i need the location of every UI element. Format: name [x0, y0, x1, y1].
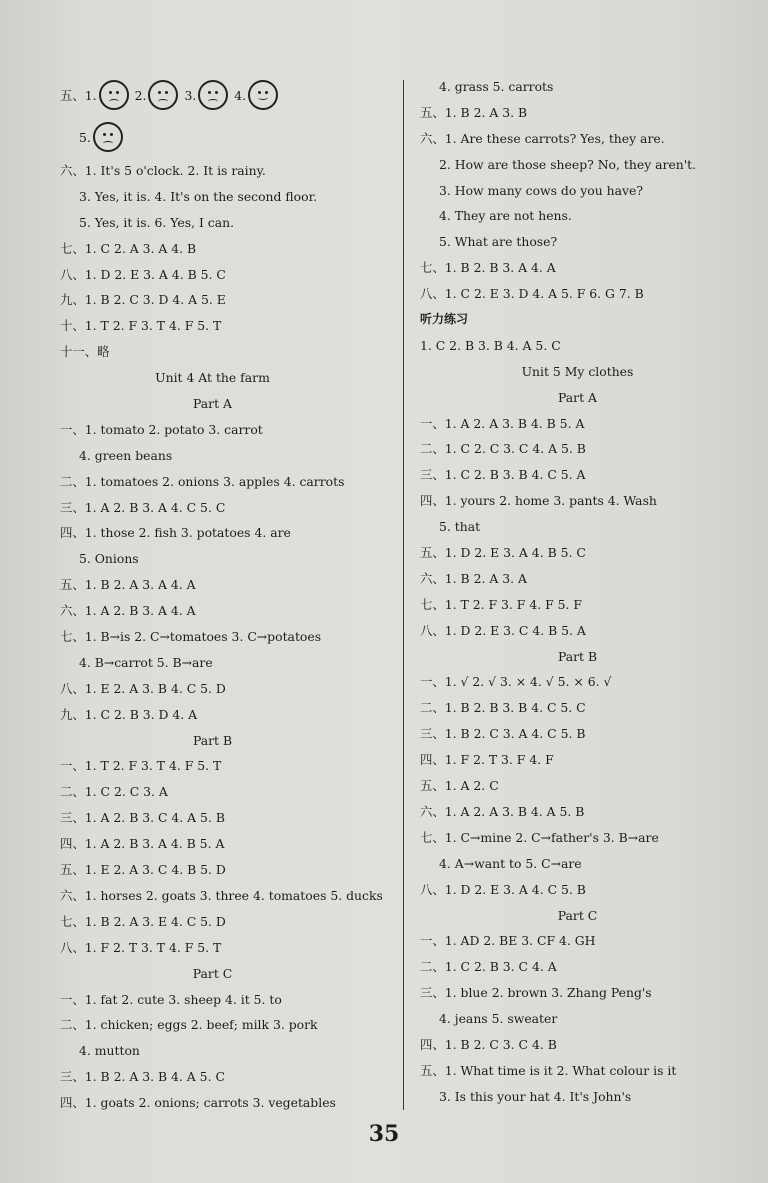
answer-line: 3. Yes, it is. 4. It's on the second floor.	[79, 188, 318, 204]
answer-line: 1. C 2. B 3. B 4. A 5. C	[420, 337, 561, 353]
answer-line: Part C	[192, 965, 233, 981]
answer-line: 十一、略	[60, 344, 110, 360]
answer-line: 七、1. B 2. A 3. E 4. C 5. D	[60, 913, 226, 929]
answer-line: 五、1. D 2. E 3. A 4. B 5. C	[420, 545, 586, 561]
answer-line: 七、1. B→is 2. C→tomatoes 3. C→potatoes	[60, 629, 322, 645]
faces-row-1	[60, 74, 395, 116]
answer-line: Part B	[192, 732, 233, 748]
answer-line: 4. They are not hens.	[439, 208, 572, 224]
answer-line: 三、1. A 2. B 3. C 4. A 5. B	[60, 810, 225, 826]
face-answer	[184, 80, 228, 110]
answer-line: 七、1. C 2. A 3. A 4. B	[60, 240, 197, 256]
answer-line: 三、1. B 2. A 3. B 4. A 5. C	[60, 1069, 225, 1085]
face-answer-label: 2.	[134, 87, 147, 103]
answer-line: 六、1. A 2. A 3. B 4. A 5. B	[420, 803, 585, 819]
answer-line: 一、1. tomato 2. potato 3. carrot	[60, 421, 263, 437]
right-column	[420, 74, 745, 1110]
answer-line: 八、1. D 2. E 3. C 4. B 5. A	[420, 622, 586, 638]
answer-line: 十、1. T 2. F 3. T 4. F 5. T	[60, 318, 222, 334]
answer-line: 二、1. C 2. C 3. C 4. A 5. B	[420, 441, 586, 457]
answer-line: 3. Is this your hat 4. It's John's	[439, 1088, 632, 1104]
face-answer	[60, 80, 129, 110]
answer-line: 八、1. F 2. T 3. T 4. F 5. T	[60, 939, 222, 955]
answer-line: 五、1. E 2. A 3. C 4. B 5. D	[60, 862, 226, 878]
answer-line: 六、1. Are these carrots? Yes, they are.	[420, 130, 665, 146]
answer-line: 六、1. A 2. B 3. A 4. A	[60, 603, 196, 619]
faces-row-2	[60, 116, 395, 158]
answer-line: 四、1. B 2. C 3. C 4. B	[420, 1036, 557, 1052]
answer-line: 七、1. C→mine 2. C→father's 3. B→are	[420, 829, 659, 845]
answer-line: 一、1. T 2. F 3. T 4. F 5. T	[60, 758, 222, 774]
answer-line: Part A	[193, 396, 232, 412]
face-answer-label: 4.	[234, 87, 247, 103]
left-answer-lines	[60, 158, 395, 1116]
answer-line: 三、1. C 2. B 3. B 4. C 5. A	[420, 467, 586, 483]
left-column	[60, 74, 395, 1116]
answer-line: 5. that	[439, 519, 481, 535]
answer-line: 4. B→carrot 5. B→are	[79, 654, 213, 670]
answer-line: 5. What are those?	[439, 234, 558, 250]
answer-line: 九、1. B 2. C 3. D 4. A 5. E	[60, 292, 226, 308]
right-answer-lines	[420, 74, 745, 1110]
answer-line: Unit 5 My clothes	[521, 363, 634, 379]
answer-line: Part C	[557, 907, 598, 923]
answer-line: 八、1. D 2. E 3. A 4. B 5. C	[60, 266, 226, 282]
answer-line: 3. How many cows do you have?	[439, 182, 643, 198]
face-answer	[135, 80, 179, 110]
face-answer-label: 5.	[79, 129, 91, 145]
answer-line: 一、1. A 2. A 3. B 4. B 5. A	[420, 415, 585, 431]
answer-line: Unit 4 At the farm	[155, 370, 270, 386]
column-divider	[403, 80, 404, 1110]
answer-line: 八、1. C 2. E 3. D 4. A 5. F 6. G 7. B	[420, 286, 644, 302]
sad-face-icon	[198, 80, 228, 110]
page-number: 35	[368, 1121, 400, 1147]
answer-line: 5. Onions	[79, 551, 139, 567]
answer-line: 4. grass 5. carrots	[439, 79, 554, 94]
answer-line: 三、1. B 2. C 3. A 4. C 5. B	[420, 726, 586, 742]
face-answer	[234, 80, 278, 110]
answer-line: 听力练习	[420, 312, 469, 327]
answer-line: 六、1. horses 2. goats 3. three 4. tomatoes 5. ducks	[60, 887, 383, 903]
answer-line: 三、1. blue 2. brown 3. Zhang Peng's	[420, 985, 652, 1001]
sad-face-icon	[99, 80, 129, 110]
answer-line: 四、1. yours 2. home 3. pants 4. Wash	[420, 493, 657, 509]
answer-line: 三、1. A 2. B 3. A 4. C 5. C	[60, 499, 226, 515]
sad-face-icon	[93, 122, 123, 152]
answer-line: 八、1. D 2. E 3. A 4. C 5. B	[420, 881, 586, 897]
answer-line: 二、1. chicken; eggs 2. beef; milk 3. pork	[60, 1017, 318, 1033]
face-answer	[79, 122, 123, 152]
answer-line: 4. A→want to 5. C→are	[439, 855, 582, 871]
answer-line: 一、1. AD 2. BE 3. CF 4. GH	[420, 933, 596, 949]
answer-line: 4. jeans 5. sweater	[439, 1011, 558, 1027]
face-answer-label: 五、1.	[60, 88, 97, 103]
answer-line: 七、1. B 2. B 3. A 4. A	[420, 260, 556, 276]
answer-line: 5. Yes, it is. 6. Yes, I can.	[79, 214, 235, 230]
answer-line: 二、1. B 2. B 3. B 4. C 5. C	[420, 700, 586, 716]
answer-line: Part B	[557, 648, 598, 664]
face-answer-label: 3.	[184, 87, 197, 103]
answer-line: 六、1. It's 5 o'clock. 2. It is rainy.	[60, 163, 266, 178]
answer-line: 一、1. fat 2. cute 3. sheep 4. it 5. to	[60, 991, 282, 1007]
answer-line: 四、1. F 2. T 3. F 4. F	[420, 752, 554, 768]
answer-line: 四、1. A 2. B 3. A 4. B 5. A	[60, 836, 225, 852]
answer-line: 九、1. C 2. B 3. D 4. A	[60, 706, 198, 722]
answer-line: Part A	[558, 389, 597, 405]
answer-line: 五、1. A 2. C	[420, 778, 499, 794]
happy-face-icon	[248, 80, 278, 110]
answer-line: 五、1. What time is it 2. What colour is it	[420, 1062, 677, 1078]
answer-line: 4. mutton	[79, 1043, 140, 1059]
answer-line: 七、1. T 2. F 3. F 4. F 5. F	[420, 596, 582, 612]
answer-line: 八、1. E 2. A 3. B 4. C 5. D	[60, 680, 226, 696]
answer-line: 四、1. those 2. fish 3. potatoes 4. are	[60, 525, 291, 541]
answer-line: 四、1. goats 2. onions; carrots 3. vegetables	[60, 1095, 336, 1111]
answer-line: 4. green beans	[79, 447, 173, 463]
sad-face-icon	[148, 80, 178, 110]
answer-line: 一、1. √ 2. √ 3. × 4. √ 5. × 6. √	[420, 674, 612, 690]
answer-line: 二、1. C 2. C 3. A	[60, 784, 168, 800]
answer-line: 五、1. B 2. A 3. B	[420, 104, 528, 120]
answer-line: 五、1. B 2. A 3. A 4. A	[60, 577, 196, 593]
answer-line: 二、1. C 2. B 3. C 4. A	[420, 959, 557, 975]
answer-line: 2. How are those sheep? No, they aren't.	[439, 156, 697, 172]
answer-line: 六、1. B 2. A 3. A	[420, 570, 527, 586]
answer-line: 二、1. tomatoes 2. onions 3. apples 4. carrots	[60, 473, 345, 489]
